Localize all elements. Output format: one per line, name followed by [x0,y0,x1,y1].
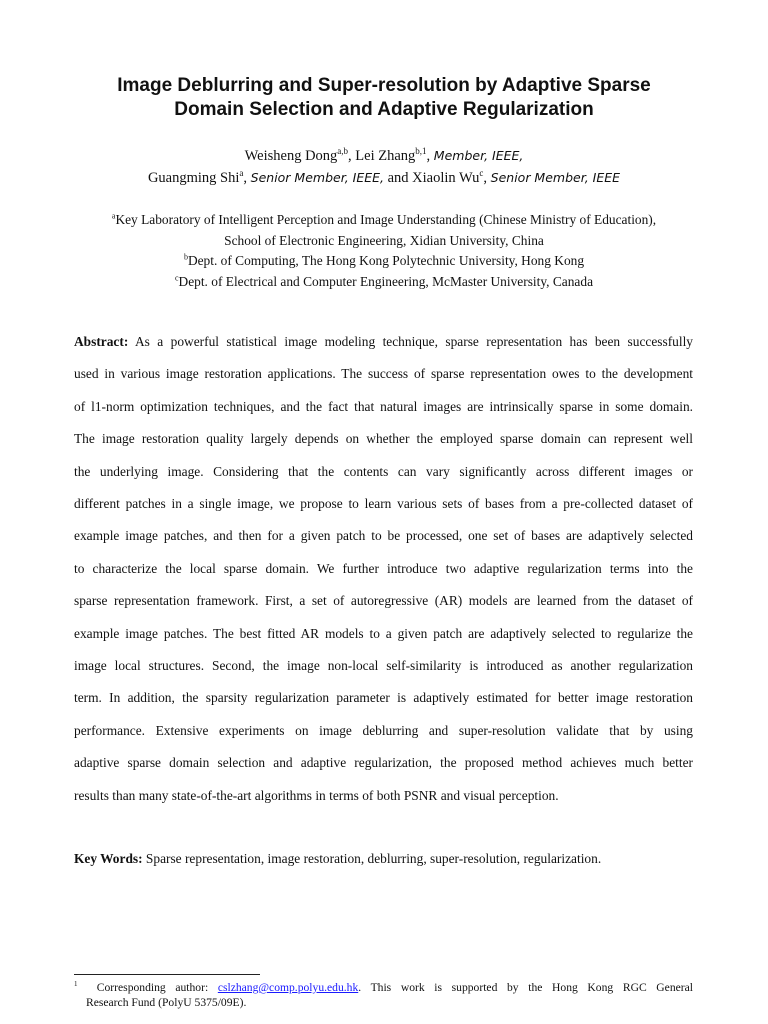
author-line-1: Weisheng Dong$^{a,b}$, Lei Zhang$^{b,1}$, Member, IEEE, [244,146,524,164]
abstract-line: The image restoration quality largely depends on whether the employed sparse domain can represent well [74,431,693,447]
abstract-line: performance. Extensive experiments on image deblurring and super-resolution validate that by using [74,722,693,738]
abstract-line: example image patches. The best fitted AR models to a given patch are adaptively selected to regularize the [74,625,693,641]
author-affiliation-mark: c [479,168,484,179]
author-affiliation-mark: a,b [337,146,349,157]
abstract [74,326,693,812]
author-name: Weisheng Dong [244,148,338,164]
author-line-2: Guangming Shi$^a$, Senior Member, IEEE, and Xiaolin Wu$^c$, Senior Member, IEEE [147,168,621,186]
footnote-line-2: Research Fund (PolyU 5375/09E). [86,996,247,1009]
affiliation-line: $^c$Dept. of Electrical and Computer Engineering, McMaster University, Canada [174,273,594,289]
keywords [74,849,693,869]
abstract-line: example image patches, and then for a given patch to be processed, one set of bases are adaptively selected [74,528,693,544]
author-affiliation-mark: b,1 [415,146,427,157]
author-email-link[interactable]: cslzhang@comp.polyu.edu.hk [217,981,359,994]
abstract-line: sparse representation framework. First, a set of autoregressive (AR) models are learned from the dataset of [74,593,693,609]
author-membership: Senior Member, IEEE [490,170,621,185]
footnote-line-1: $^1$ Corresponding author: cslzhang@comp.polyu.edu.hk. This work is supported by the Hong Kong RGC General [74,980,693,994]
abstract-line: different patches in a single image, we propose to learn various sets of bases from a pre-collected dataset of [74,496,693,512]
title-line-2: Domain Selection and Adaptive Regularization [174,99,594,120]
author-membership: Member, IEEE, [433,148,524,163]
abstract-line: adaptive sparse domain selection and adaptive regularization, the proposed method achieves much better [74,755,693,771]
abstract-line: to characterize the local sparse domain. We further introduce two adaptive regularization terms into the [74,560,693,576]
keywords-text: Sparse representation, image restoration, deblurring, super-resolution, regularization. [142,851,602,866]
footnote-divider [74,974,260,975]
author-name: Lei Zhang [355,148,416,164]
affiliation-line: $^a$Key Laboratory of Intelligent Perception and Image Understanding (Chinese Ministry of Education), [111,211,657,227]
affiliation-list [60,210,708,292]
paper-title [60,74,708,122]
abstract-line: image local structures. Second, the image non-local self-similarity is introduced as another regularization [74,658,693,674]
keywords-label: Key Words: [74,851,143,866]
footnote-marker: 1 [74,980,78,989]
abstract-label: Abstract: [74,334,129,349]
author-name: and Xiaolin Wu [387,170,480,186]
author-affiliation-mark: a [239,168,244,179]
title-line-1: Image Deblurring and Super-resolution by Adaptive Sparse [117,75,651,96]
affiliation-line: School of Electronic Engineering, Xidian University, China [224,232,544,248]
abstract-line: of l1-norm optimization techniques, and the fact that natural images are intrinsically sparse in some domain. [74,398,693,414]
abstract-line: Abstract: As a powerful statistical image modeling technique, sparse representation has been successfully [74,334,693,349]
author-membership: Senior Member, IEEE, [250,170,384,185]
abstract-line: used in various image restoration applications. The success of sparse representation owes to the development [74,366,693,382]
author-list [60,145,708,189]
author-name: Guangming Shi [147,170,240,186]
abstract-line: results than many state-of-the-art algorithms in terms of both PSNR and visual perception. [74,787,559,803]
abstract-line: the underlying image. Considering that the contents can vary significantly across different images or [74,463,693,479]
affiliation-line: $^b$Dept. of Computing, The Hong Kong Polytechnic University, Hong Kong [183,252,585,268]
abstract-line: term. In addition, the sparsity regularization parameter is adaptively estimated for better image restoration [74,690,693,706]
footnote [74,980,693,1010]
